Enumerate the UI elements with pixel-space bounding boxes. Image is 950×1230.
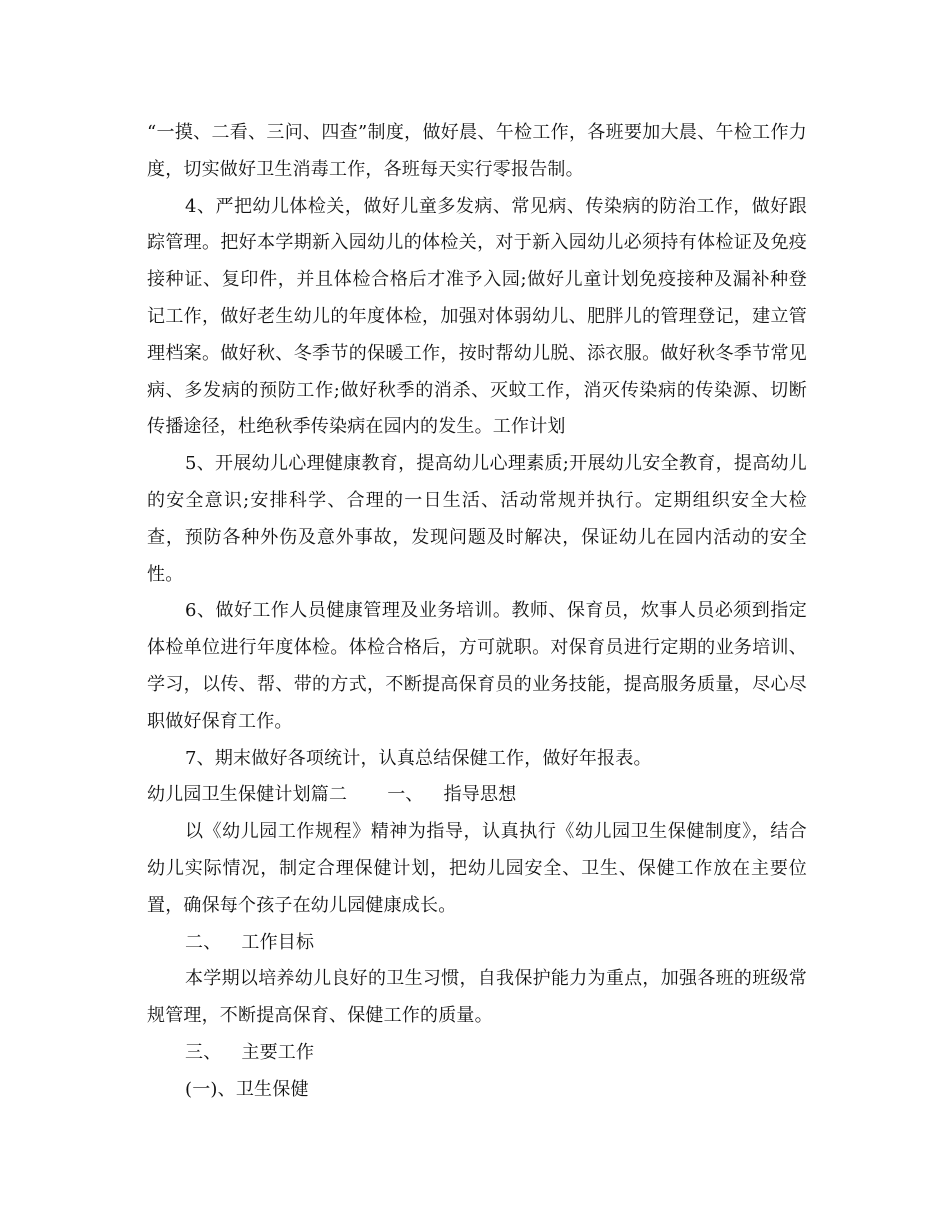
paragraph-guiding-ideology: 以《幼儿园工作规程》精神为指导，认真执行《幼儿园卫生保健制度》，结合幼儿实际情况，制定合理保健计划，把幼儿园安全、卫生、保健工作放在主要位置，确保每个孩子在幼儿园健康成长。	[147, 821, 807, 916]
heading-2-text: 工作目标	[241, 931, 315, 953]
heading-1-number: 一、	[387, 784, 424, 806]
document-body	[147, 115, 807, 1109]
paragraph-item-7: 7、期末做好各项统计，认真总结保健工作，做好年报表。	[185, 747, 652, 769]
heading-2	[147, 925, 807, 962]
paragraph-item-5: 5、开展幼儿心理健康教育，提高幼儿心理素质;开展幼儿安全教育，提高幼儿的安全意识;安排科学、合理的一日生活、活动常规并执行。定期组织安全大检查，预防各种外伤及意外事故，发现问题及时解决，保证幼儿在园内活动的安全性。	[147, 453, 807, 585]
heading-3-number: 三、	[185, 1041, 222, 1063]
section-title-line	[147, 777, 807, 814]
heading-3	[147, 1035, 807, 1072]
paragraph-item-6: 6、做好工作人员健康管理及业务培训。教师、保育员，炊事人员必须到指定体检单位进行年度体检。体检合格后，方可就职。对保育员进行定期的业务培训、学习，以传、帮、带的方式，不断提高保育员的业务技能，提高服务质量，尽心尽职做好保育工作。	[147, 600, 807, 732]
paragraph-work-goal: 本学期以培养幼儿良好的卫生习惯，自我保护能力为重点，加强各班的班级常规管理，不断提高保育、保健工作的质量。	[147, 968, 807, 1027]
paragraph-item-4: 4、严把幼儿体检关，做好儿童多发病、常见病、传染病的防治工作，做好跟踪管理。把好本学期新入园幼儿的体检关，对于新入园幼儿必须持有体检证及免疫接种证、复印件，并且体检合格后才准予入园;做好儿童计划免疫接种及漏补种登记工作，做好老生幼儿的年度体检，加强对体弱幼儿、肥胖儿的管理登记，建立管理档案。做好秋、冬季节的保暖工作，按时帮幼儿脱、添衣服。做好秋冬季节常见病、多发病的预防工作;做好秋季的消杀、灭蚊工作，消灭传染病的传染源、切断传播途径，杜绝秋季传染病在园内的发生。工作计划	[147, 195, 807, 438]
heading-3-text: 主要工作	[241, 1041, 315, 1063]
paragraph-morning-check: “一摸、二看、三问、四查”制度，做好晨、午检工作，各班要加大晨、午检工作力度，切实做好卫生消毒工作，各班每天实行零报告制。	[147, 122, 807, 180]
heading-2-number: 二、	[185, 931, 222, 953]
heading-4: (一)、卫生保健	[185, 1078, 309, 1100]
section-title: 幼儿园卫生保健计划篇二	[147, 784, 348, 806]
heading-1-text: 指导思想	[443, 784, 517, 806]
